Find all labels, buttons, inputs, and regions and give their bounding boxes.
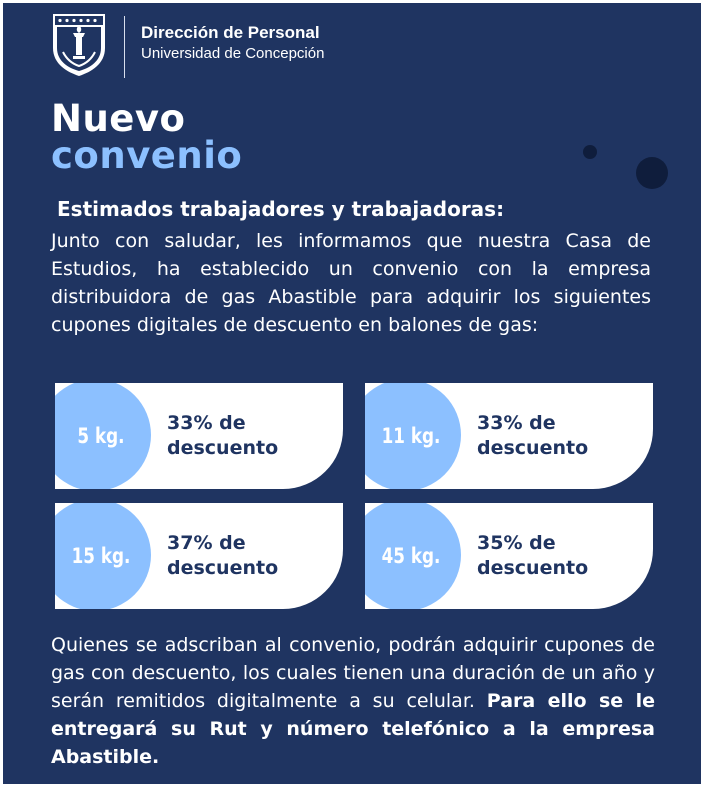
card-label: descuento — [477, 437, 589, 459]
outro-paragraph — [51, 631, 655, 771]
flyer — [3, 3, 701, 784]
decorative-dot-large — [636, 157, 668, 189]
card-percent: 33% de — [167, 412, 246, 434]
header-divider — [124, 16, 125, 78]
card-weight: 15 kg. — [71, 544, 131, 568]
org-subtitle: Universidad de Concepción — [141, 45, 325, 62]
discount-card-15kg — [55, 503, 343, 609]
card-label: descuento — [477, 557, 589, 579]
card-percent: 33% de — [477, 412, 556, 434]
university-shield-logo-icon — [51, 12, 107, 78]
decorative-dot-small — [583, 145, 597, 159]
title-line-1: Nuevo — [51, 97, 186, 140]
card-weight: 11 kg. — [381, 424, 441, 448]
discount-card-5kg — [55, 383, 343, 489]
greeting: Estimados trabajadores y trabajadoras: — [57, 197, 505, 221]
card-discount — [167, 531, 278, 581]
card-discount — [477, 531, 588, 581]
title-line-2: convenio — [51, 134, 243, 177]
card-label: descuento — [167, 437, 279, 459]
card-label: descuento — [167, 557, 279, 579]
intro-paragraph: Junto con saludar, les informamos que nuestra Casa de Estudios, ha establecido un convenio con la empresa distribuidora de gas Abastible para adquirir los siguientes cupones digitales de descuento en balones de gas: — [51, 230, 651, 336]
discount-card-11kg — [365, 383, 653, 489]
discount-card-45kg — [365, 503, 653, 609]
card-discount — [477, 411, 588, 461]
card-discount — [167, 411, 278, 461]
outro-text: Quienes se adscriban al convenio, podrán adquirir cupones de gas con descuento, los cuales tienen una duración de un año y serán remitidos digitalmente a su celular. — [51, 634, 655, 712]
org-title: Dirección de Personal — [141, 23, 320, 42]
card-percent: 35% de — [477, 532, 556, 554]
card-weight: 45 kg. — [381, 544, 441, 568]
outro-bold-text: Para ello se le entregará su Rut y número telefónico a la empresa Abastible. — [51, 690, 655, 768]
card-percent: 37% de — [167, 532, 246, 554]
card-weight: 5 kg. — [77, 424, 125, 448]
